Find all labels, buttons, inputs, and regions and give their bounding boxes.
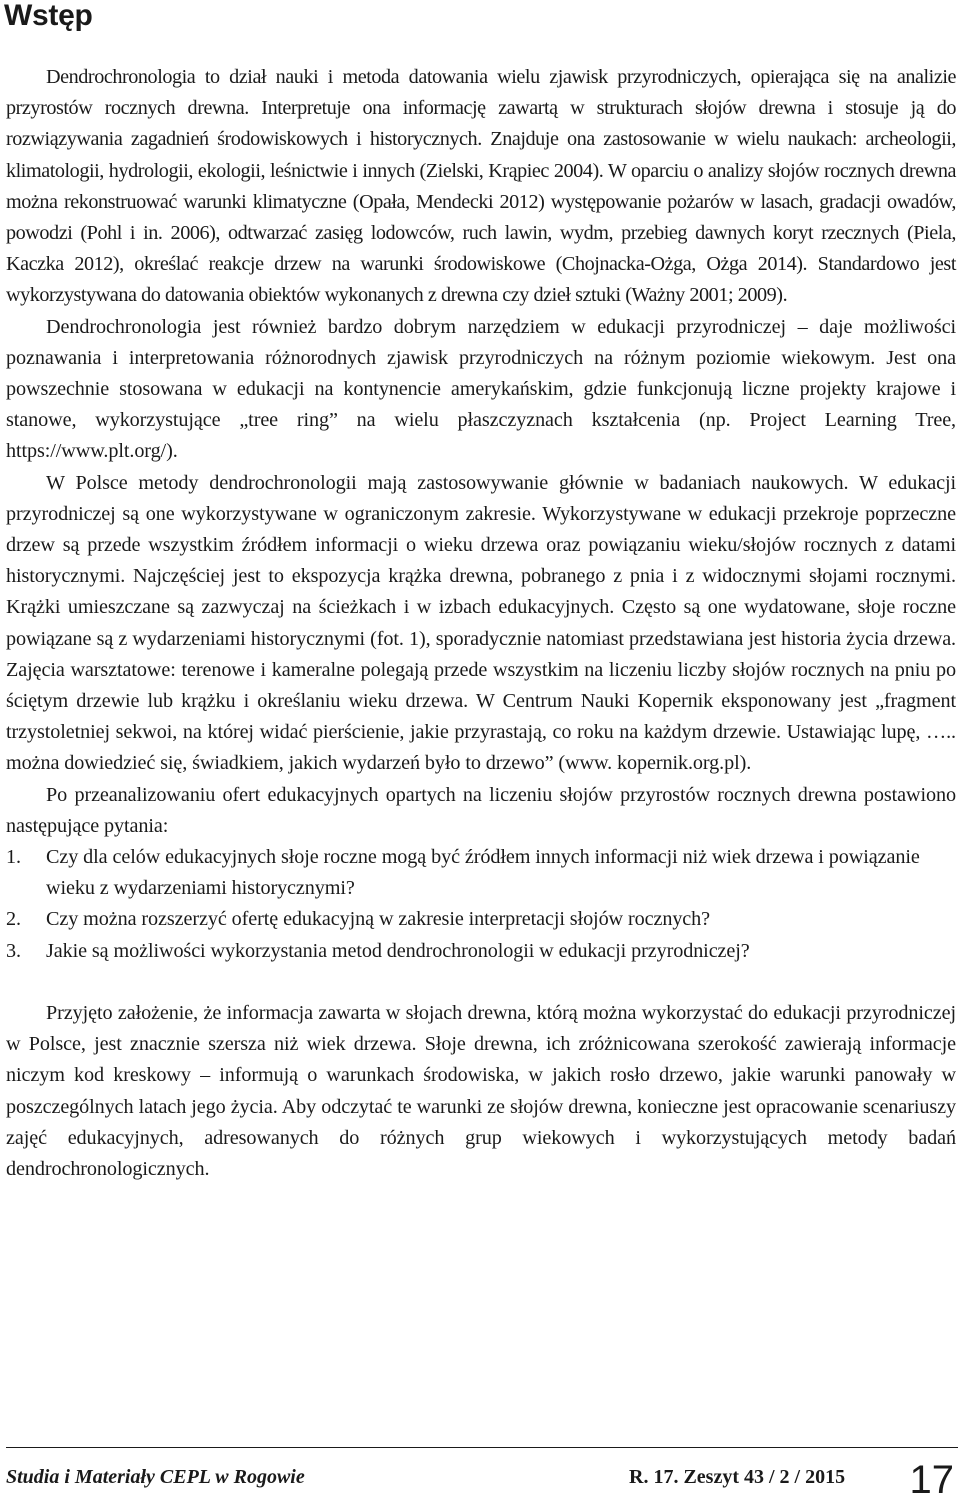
footer-journal-title: Studia i Materiały CEPL w Rogowie [6, 1466, 305, 1488]
paragraph-questions-intro: Po przeanalizowaniu ofert edukacyjnych opartych na liczeniu słojów przyrostów rocznych drewna postawiono następujące pytania: [6, 783, 956, 837]
list-item [6, 842, 956, 904]
page-number: 17 [909, 1458, 954, 1502]
footer-issue-info: R. 17. Zeszyt 43 / 2 / 2015 [629, 1466, 846, 1488]
list-item [6, 904, 956, 935]
paragraph-poland: W Polsce metody dendrochronologii mają zastosowywanie głównie w badaniach naukowych. W edukacji przyrodniczej są one wykorzystywane w ograniczonym zakresie. Wykorzystywane w edukacji przekroje poprzeczne drzew są przede wszystkim źródłem informacji o wieku drzewa oraz powiązaniu wieku/słojów rocznych z datami historycznymi. Najczęściej jest to ekspozycja krążka drewna, pobranego z pnia i z widocznymi słojami rocznymi. Krążki umieszczane są zazwyczaj na ścieżkach i w izbach edukacyjnych. Często są one wydatowane, słoje roczne powiązane są z wydarzeniami historycznymi (fot. 1), sporadycznie natomiast przedstawiana jest historia życia drzewa. Zajęcia warsztatowe: terenowe i kameralne polegają przede wszystkim na liczeniu liczby słojów rocznych na pniu po ściętym drzewie lub krążku i określaniu wieku drzewa. W Centrum Nauki Kopernik eksponowany jest „fragment trzystoletniej sekwoi, na której widać pierścienie, jakie przyrastają, co roku na każdym drzewie. Ustawiając lupę, ….. można dowiedzieć się, świadkiem, jakich wydarzeń było to drzewo” (www. kopernik.org.pl). [6, 471, 956, 775]
paragraph-intro: Dendrochronologia to dział nauki i metoda datowania wielu zjawisk przyrodniczych, opierająca się na analizie przyrostów rocznych drewna. Interpretuje ona informację zawartą w strukturach słojów drewna i stosuje ją do rozwiązywania zagadnień środowiskowych i historycznych. Znajduje ona zastosowanie w wielu naukach: archeologii, klimatologii, hydrologii, ekologii, leśnictwie i innych (Zielski, Krąpiec 2004). W oparciu o analizy słojów rocznych drewna można rekonstruować warunki klimatyczne (Opała, Mendecki 2012) występowanie pożarów w lasach, gradacji owadów, powodzi (Pohl i in. 2006), odtwarzać zasięg lodowców, ruch lawin, wydm, przebieg dawnych koryt rzecznych (Piela, Kaczka 2012), określać reakcje drzew na warunki środowiskowe (Chojnacka-Ożga, Ożga 2014). Standardowo jest wykorzystywana do datowania obiektów wykonanych z drewna czy dzieł sztuki (Ważny 2001; 2009). [6, 66, 956, 307]
question-list [6, 842, 956, 967]
paragraph-education: Dendrochronologia jest również bardzo dobrym narzędziem w edukacji przyrodniczej – daje możliwości poznawania i interpretowania różnorodnych zjawisk przyrodniczych na różnym poziomie wiekowym. Jest ona powszechnie stosowana w edukacji na kontynencie amerykańskim, gdzie funkcjonują liczne projekty krajowe i stanowe, wykorzystujące „tree ring” na wielu płaszczyznach kształcenia (np. Project Learning Tree, https://www.plt.org/). [6, 315, 956, 463]
article-body [6, 62, 956, 1185]
footer-divider [6, 1447, 958, 1448]
question-text: Czy można rozszerzyć ofertę edukacyjną w zakresie interpretacji słojów rocznych? [46, 908, 711, 931]
paragraph-gap [6, 967, 956, 998]
question-text: Czy dla celów edukacyjnych słoje roczne mogą być źródłem innych informacji niż wiek drzewa i powiązanie wieku z wydarzeniami historycznymi? [46, 846, 920, 900]
section-heading: Wstęp [4, 0, 93, 32]
question-text: Jakie są możliwości wykorzystania metod dendrochronologii w edukacji przyrodniczej? [46, 939, 750, 962]
question-number: 1. [6, 846, 21, 869]
question-number: 3. [6, 939, 21, 962]
paragraph-closing: Przyjęto założenie, że informacja zawarta w słojach drewna, którą można wykorzystać do edukacji przyrodniczej w Polsce, jest znacznie szersza niż wiek drzewa. Słoje drewna, ich zróżnicowana szerokość zawierają informacje niczym kod kreskowy – informują o warunkach środowiska, w jakich rosło drzewo, jakie warunki panowały w poszczególnych latach jego życia. Aby odczytać te warunki ze słojów drewna, konieczne jest opracowanie scenariuszy zajęć edukacyjnych, adresowanych do różnych grup wiekowych i wykorzystujących metody badań dendrochronologicznych. [6, 1001, 956, 1180]
question-number: 2. [6, 908, 21, 931]
list-item [6, 936, 956, 967]
